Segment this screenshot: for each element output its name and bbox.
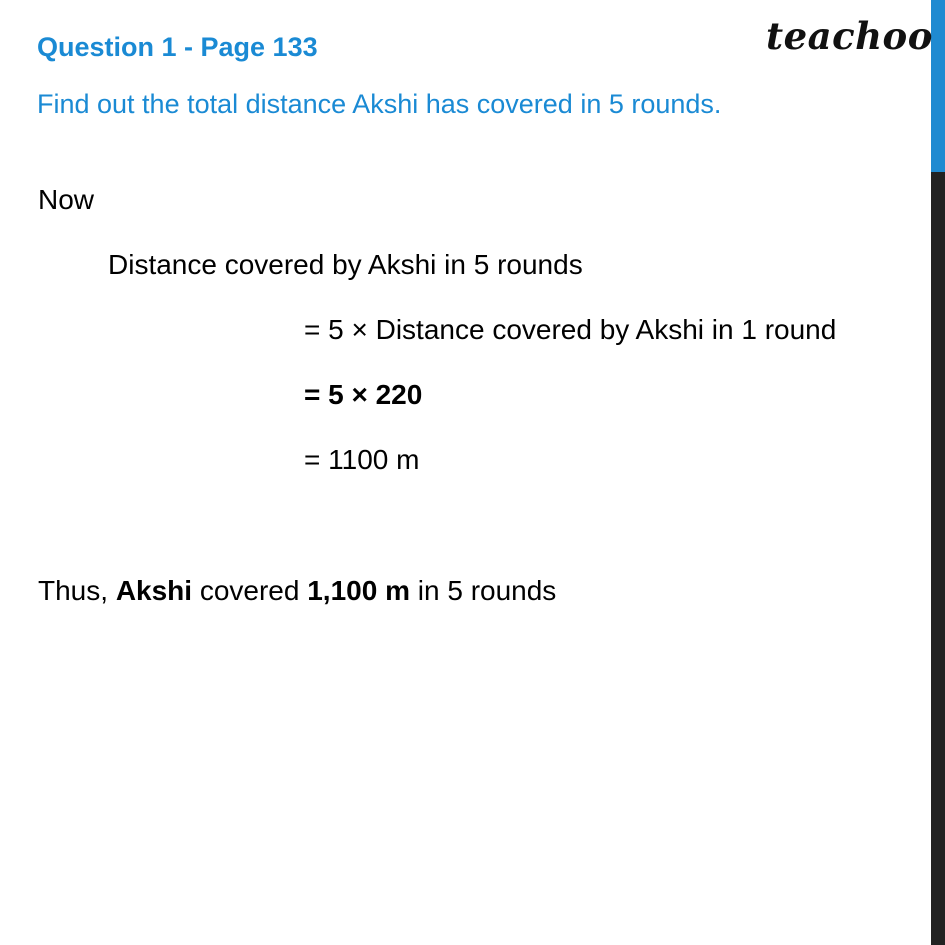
conclusion-prefix: Thus, bbox=[38, 575, 116, 606]
teachoo-logo: teachoo bbox=[766, 14, 933, 58]
solution-step-2: = 5 × 220 bbox=[304, 379, 423, 410]
question-title: Question 1 - Page 133 bbox=[37, 32, 318, 62]
solution-step-3: = 1100 m bbox=[304, 444, 420, 475]
solution-heading: Distance covered by Akshi in 5 rounds bbox=[108, 249, 583, 280]
conclusion-middle: covered bbox=[192, 575, 308, 606]
conclusion-subject: Akshi bbox=[115, 575, 193, 606]
solution-intro: Now bbox=[38, 184, 95, 215]
conclusion-line bbox=[38, 575, 556, 607]
solution-step-1: = 5 × Distance covered by Akshi in 1 round bbox=[304, 314, 837, 345]
conclusion-suffix: in 5 rounds bbox=[409, 575, 557, 606]
question-text: Find out the total distance Akshi has covered in 5 rounds. bbox=[37, 89, 722, 119]
scroll-thumb[interactable] bbox=[931, 0, 945, 172]
conclusion-value: 1,100 m bbox=[307, 575, 410, 606]
